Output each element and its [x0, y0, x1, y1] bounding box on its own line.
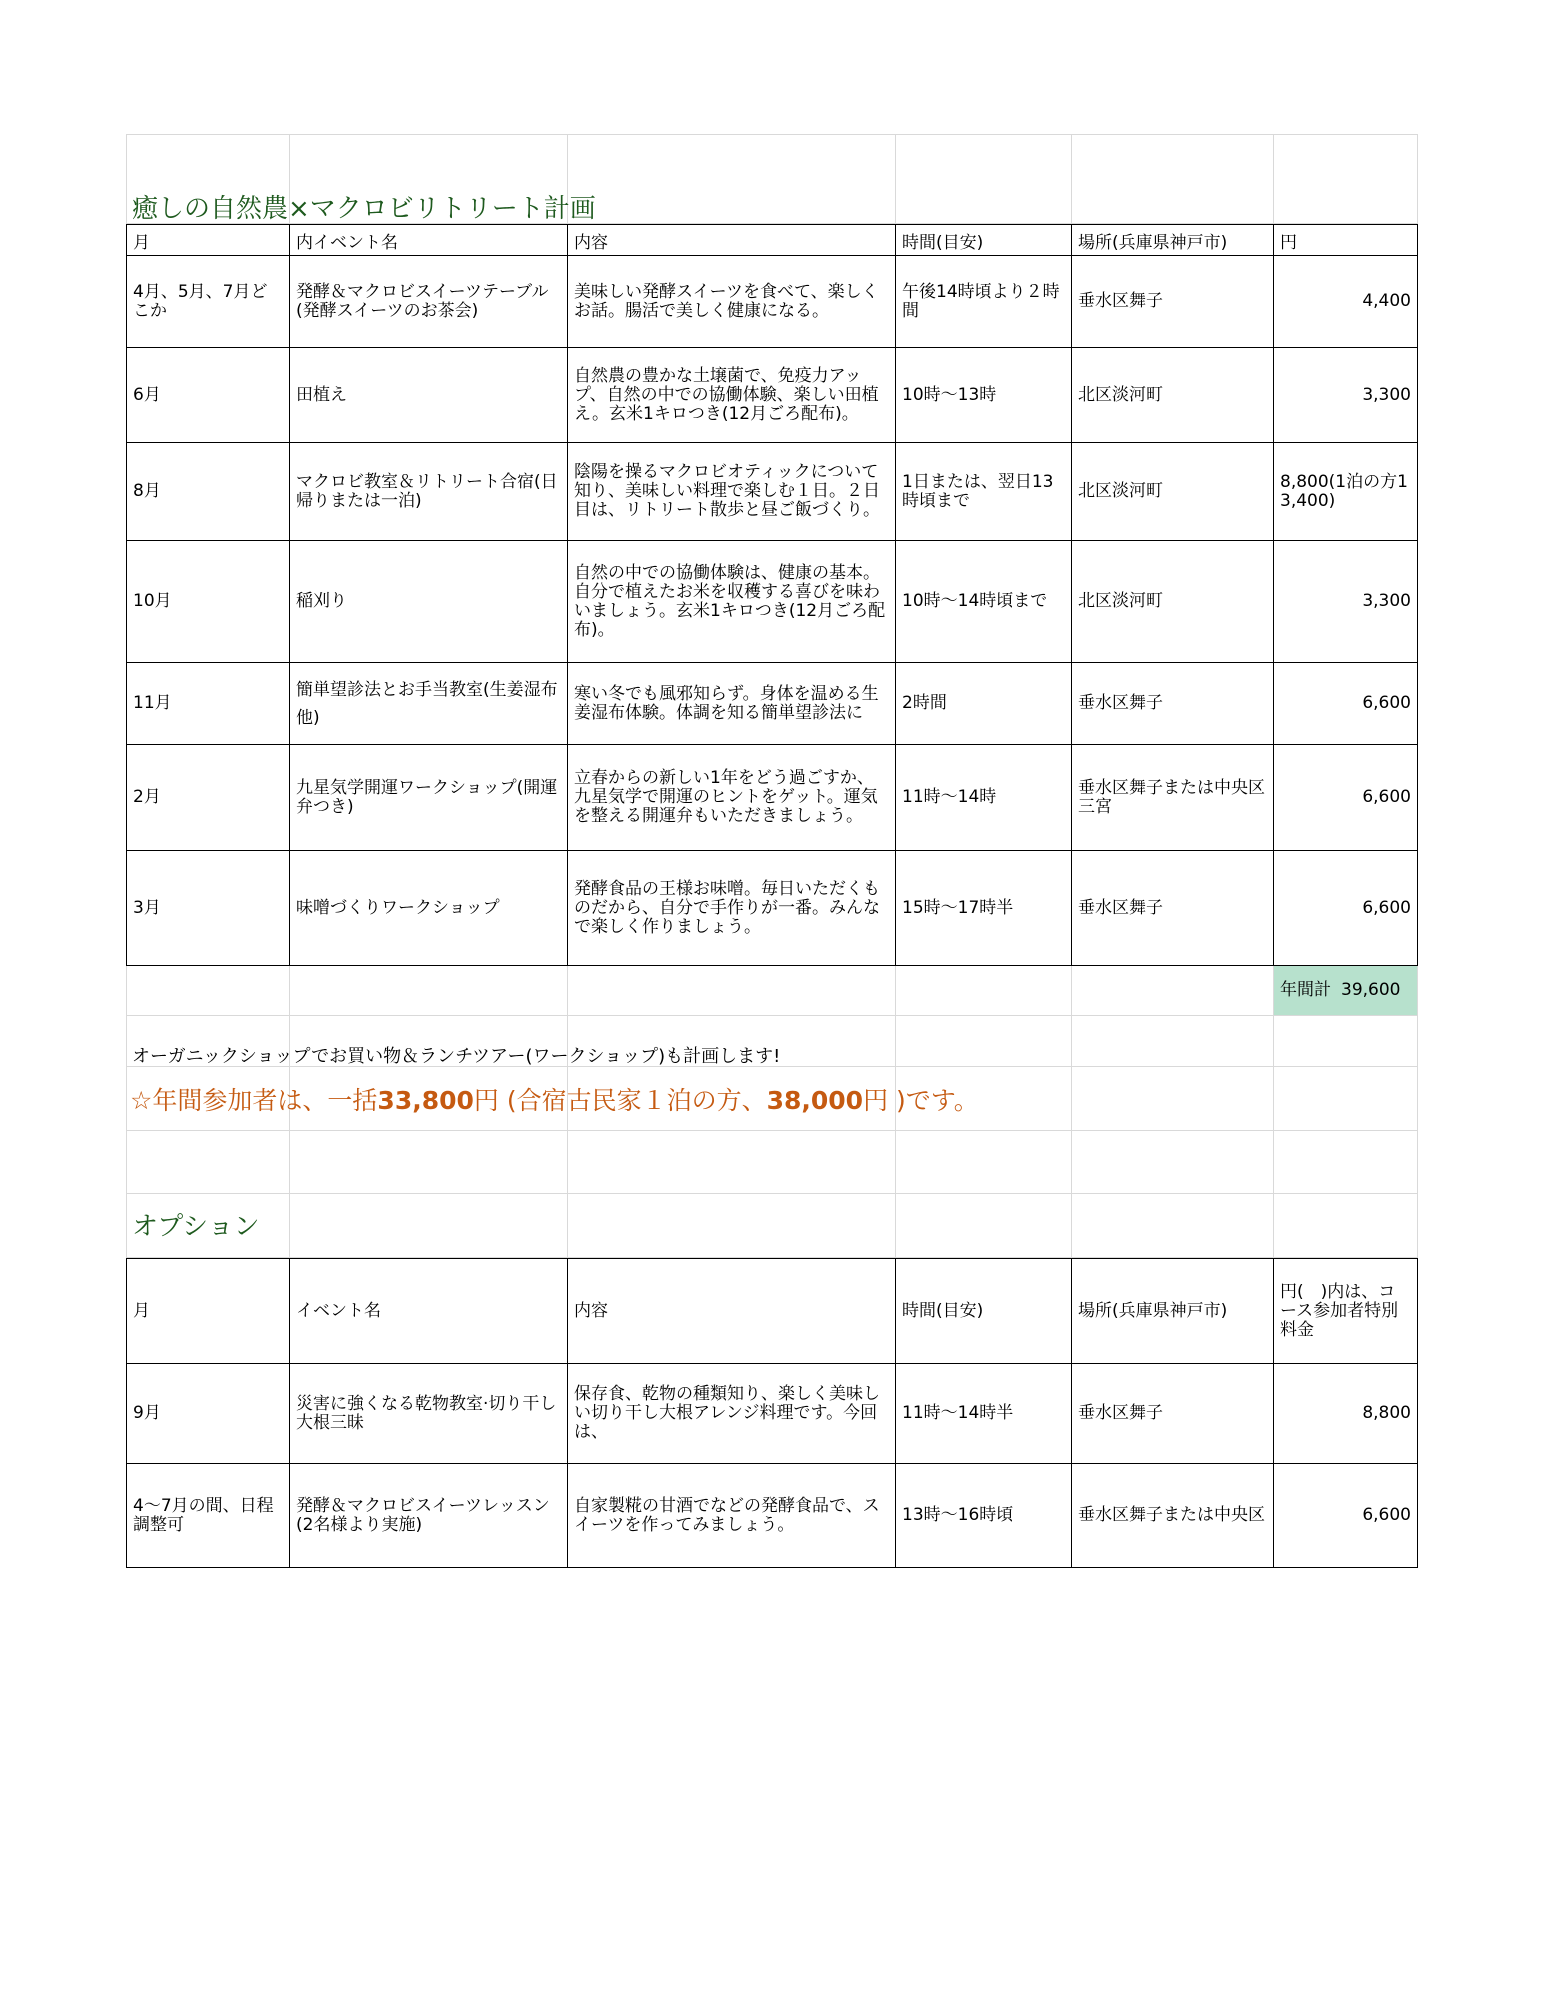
table-row [126, 1464, 1418, 1568]
note-row [126, 1016, 1418, 1067]
row-month: 9月 [126, 1364, 290, 1464]
title-row [126, 134, 1418, 224]
row-price: 3,300 [1274, 541, 1418, 663]
row-event: 味噌づくりワークショップ [290, 851, 568, 966]
row-event: 九星気学開運ワークショップ(開運弁つき) [290, 745, 568, 851]
row-place: 垂水区舞子 [1072, 663, 1274, 745]
header-time: 時間(目安) [896, 224, 1072, 256]
shopping-tour-note: オーガニックショップでお買い物＆ランチツアー(ワークショップ)も計画します! [132, 1046, 781, 1067]
row-time: 午後14時頃より２時間 [896, 256, 1072, 348]
row-place: 垂水区舞子 [1072, 851, 1274, 966]
row-event: 災害に強くなる乾物教室·切り干し大根三昧 [290, 1364, 568, 1464]
row-time: 15時〜17時半 [896, 851, 1072, 966]
row-price: 6,600 [1274, 1464, 1418, 1568]
page-title: 癒しの自然農×マクロビリトリート計画 [132, 194, 596, 224]
row-content: 自然の中での協働体験は、健康の基本。自分で植えたお米を収穫する喜びを味わいましょう。玄米1キロつき(12月ごろ配布)。 [568, 541, 896, 663]
row-price: 8,800(1泊の方13,400) [1274, 443, 1418, 541]
table-row [126, 443, 1418, 541]
row-month: 10月 [126, 541, 290, 663]
options-header-time: 時間(目安) [896, 1258, 1072, 1364]
row-event: 発酵＆マクロビスイーツレッスン(2名様より実施) [290, 1464, 568, 1568]
header-month: 月 [126, 224, 290, 256]
spacer-row [126, 1131, 1418, 1194]
row-month: 4〜7月の間、日程調整可 [126, 1464, 290, 1568]
row-content: 自家製糀の甘酒でなどの発酵食品で、スイーツを作ってみましょう。 [568, 1464, 896, 1568]
row-content: 寒い冬でも風邪知らず。身体を温める生姜湿布体験。体調を知る簡単望診法に [568, 663, 896, 745]
row-place: 垂水区舞子 [1072, 256, 1274, 348]
row-content: 美味しい発酵スイーツを食べて、楽しくお話。腸活で美しく健康になる。 [568, 256, 896, 348]
table-row [126, 851, 1418, 966]
options-header-price: 円( )内は、コース参加者特別料金 [1274, 1258, 1418, 1364]
table-row [126, 745, 1418, 851]
row-place: 北区淡河町 [1072, 443, 1274, 541]
table-row [126, 1364, 1418, 1464]
row-event: 簡単望診法とお手当教室(生姜湿布他) [290, 663, 568, 745]
row-place: 垂水区舞子 [1072, 1364, 1274, 1464]
row-price: 6,600 [1274, 851, 1418, 966]
options-header-event: イベント名 [290, 1258, 568, 1364]
row-price: 4,400 [1274, 256, 1418, 348]
row-place: 垂水区舞子または中央区三宮 [1072, 745, 1274, 851]
row-event: 発酵＆マクロビスイーツテーブル(発酵スイーツのお茶会) [290, 256, 568, 348]
table-row [126, 541, 1418, 663]
row-month: 2月 [126, 745, 290, 851]
annual-participant-offer: ☆年間参加者は、一括33,800円 (合宿古民家１泊の方、38,000円 )です。 [130, 1086, 979, 1115]
options-header-content: 内容 [568, 1258, 896, 1364]
row-content: 保存食、乾物の種類知り、楽しく美味しい切り干し大根アレンジ料理です。今回は、 [568, 1364, 896, 1464]
table-row [126, 663, 1418, 745]
row-time: 1日または、翌日13時頃まで [896, 443, 1072, 541]
options-table-header [126, 1258, 1418, 1364]
row-content: 立春からの新しい1年をどう過ごすか、九星気学で開運のヒントをゲット。運気を整える開運弁もいただきましょう。 [568, 745, 896, 851]
row-price: 6,600 [1274, 663, 1418, 745]
annual-total [1274, 966, 1418, 1016]
options-header-place: 場所(兵庫県神戸市) [1072, 1258, 1274, 1364]
table-row [126, 256, 1418, 348]
row-time: 11時〜14時半 [896, 1364, 1072, 1464]
row-content: 発酵食品の王様お味噌。毎日いただくものだから、自分で手作りが一番。みんなで楽しく作りましょう。 [568, 851, 896, 966]
row-price: 3,300 [1274, 348, 1418, 443]
row-time: 10時〜14時頃まで [896, 541, 1072, 663]
row-month: 11月 [126, 663, 290, 745]
spreadsheet [126, 134, 1418, 1568]
row-month: 4月、5月、7月どこか [126, 256, 290, 348]
row-price: 8,800 [1274, 1364, 1418, 1464]
row-month: 6月 [126, 348, 290, 443]
total-row [126, 966, 1418, 1016]
row-place: 垂水区舞子または中央区 [1072, 1464, 1274, 1568]
header-place: 場所(兵庫県神戸市) [1072, 224, 1274, 256]
row-event: 稲刈り [290, 541, 568, 663]
row-month: 3月 [126, 851, 290, 966]
header-price: 円 [1274, 224, 1418, 256]
table-header [126, 224, 1418, 256]
row-time: 11時〜14時 [896, 745, 1072, 851]
row-place: 北区淡河町 [1072, 541, 1274, 663]
promo-row [126, 1067, 1418, 1131]
header-event: 内イベント名 [290, 224, 568, 256]
row-time: 13時〜16時頃 [896, 1464, 1072, 1568]
row-event: 田植え [290, 348, 568, 443]
row-place: 北区淡河町 [1072, 348, 1274, 443]
options-title-row [126, 1194, 1418, 1258]
row-content: 陰陽を操るマクロビオティックについて知り、美味しい料理で楽しむ１日。２日目は、リトリート散歩と昼ご飯づくり。 [568, 443, 896, 541]
row-time: 10時〜13時 [896, 348, 1072, 443]
row-month: 8月 [126, 443, 290, 541]
row-price: 6,600 [1274, 745, 1418, 851]
options-header-month: 月 [126, 1258, 290, 1364]
row-event: マクロビ教室＆リトリート合宿(日帰りまたは一泊) [290, 443, 568, 541]
row-time: 2時間 [896, 663, 1072, 745]
annual-total-value: 39,600 [1341, 980, 1401, 1000]
row-content: 自然農の豊かな土壌菌で、免疫力アップ、自然の中での協働体験、楽しい田植え。玄米1キロつき(12月ごろ配布)。 [568, 348, 896, 443]
options-title: オプション [132, 1212, 260, 1242]
header-content: 内容 [568, 224, 896, 256]
table-row [126, 348, 1418, 443]
annual-total-label: 年間計 [1280, 980, 1331, 1000]
